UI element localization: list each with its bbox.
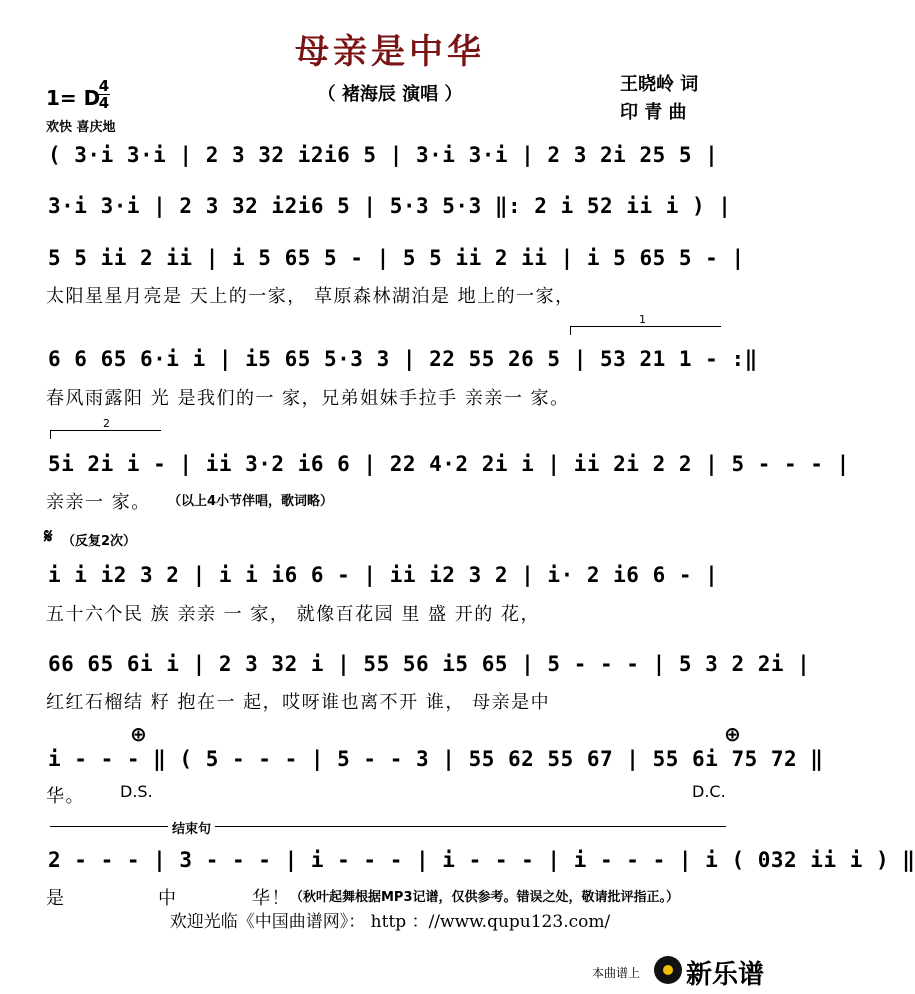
- lyric-row-9-c: 华！: [252, 888, 291, 909]
- logo-text: 新乐谱: [686, 960, 765, 990]
- segno-icon: 𝄋: [44, 524, 53, 548]
- notation-row-8: i - - - ‖ ( 5 - - - | 5 - - 3 | 55 62 55 67 | 55 6i 75 72 ‖: [48, 747, 824, 771]
- coda-icon: ⊕: [130, 722, 147, 746]
- volta-1-bracket: [570, 313, 721, 335]
- segno-repeat-note: （反复2次）: [62, 534, 137, 549]
- lyric-row-9-b: 中: [158, 888, 178, 909]
- lyricist-credit: 王晓岭 词: [620, 74, 699, 95]
- lyric-row-5: 亲亲一 家。: [46, 492, 151, 513]
- coda-icon: ⊕: [724, 722, 741, 746]
- lyric-row-8: 华。: [46, 786, 85, 807]
- notation-row-2: 3·i 3·i | 2 3 32 i2i6 5 | 5·3 5·3 ‖: 2 i 52 ii i ) |: [48, 194, 732, 218]
- record-disc-icon: [654, 956, 682, 984]
- lyric-row-7: 红红石榴结 籽 抱在一 起，哎呀谁也离不开 谁， 母亲是中: [46, 692, 551, 713]
- notation-row-3: 5 5 ii 2 ii | i 5 65 5 - | 5 5 ii 2 ii | i 5 65 5 - |: [48, 246, 745, 270]
- notation-row-7: 66 65 6i i | 2 3 32 i | 55 56 i5 65 | 5 - - - | 5 3 2 2i |: [48, 652, 811, 676]
- logo-caption: 本曲谱上: [592, 966, 641, 980]
- site-url-line[interactable]: 欢迎光临《中国曲谱网》： http ：//www.qupu123.com/: [169, 912, 611, 932]
- song-title: 母亲是中华: [295, 32, 485, 72]
- volta-2-number: 2: [103, 417, 110, 430]
- key-signature: 1= D: [46, 86, 101, 110]
- lyric-row-6: 五十六个民 族 亲亲 一 家， 就像百花园 里 盛 开的 花，: [46, 604, 540, 625]
- ending-bracket-line: [50, 826, 726, 827]
- volta-1-number: 1: [639, 313, 646, 326]
- time-signature: [98, 78, 110, 111]
- tempo-marking: 欢快 喜庆地: [46, 120, 116, 135]
- dc-mark: D.C.: [692, 782, 726, 801]
- singer-credit: （ 褚海辰 演唱 ）: [317, 84, 463, 105]
- ending-label: 结束句: [168, 818, 215, 837]
- notation-row-1: ( 3·i 3·i | 2 3 32 i2i6 5 | 3·i 3·i | 2 3 2i 25 5 |: [48, 143, 719, 167]
- notation-row-4: 6 6 65 6·i i | i5 65 5·3 3 | 22 55 26 5 | 53 21 1 - :‖: [48, 347, 758, 371]
- notation-row-5: 5i 2i i - | ii 3·2 i6 6 | 22 4·2 2i i | ii 2i 2 2 | 5 - - - |: [48, 452, 850, 476]
- meter-bottom: 4: [98, 94, 110, 112]
- transcriber-remark: （秋叶起舞根据MP3记谱，仅供参考。错误之处，敬请批评指正。）: [290, 890, 680, 905]
- lyric-row-9-a: 是: [46, 888, 66, 909]
- volta-2-bracket: [50, 417, 161, 439]
- notation-row-9: 2 - - - | 3 - - - | i - - - | i - - - | i - - - | i ( 032 ii i ) ‖: [48, 848, 915, 872]
- notation-row-6: i i i2 3 2 | i i i6 6 - | ii i2 3 2 | i· 2 i6 6 - |: [48, 563, 719, 587]
- meter-top: 4: [98, 77, 110, 95]
- lyric-row-3: 太阳星星月亮是 天上的一家， 草原森林湖泊是 地上的一家，: [46, 286, 575, 307]
- lyric-row-4: 春风雨露阳 光 是我们的一 家，兄弟姐妹手拉手 亲亲一 家。: [46, 388, 570, 409]
- ds-mark: D.S.: [120, 782, 153, 801]
- footnote-4bars: （以上4小节伴唱，歌词略）: [168, 494, 334, 509]
- composer-credit: 印 青 曲: [620, 102, 687, 123]
